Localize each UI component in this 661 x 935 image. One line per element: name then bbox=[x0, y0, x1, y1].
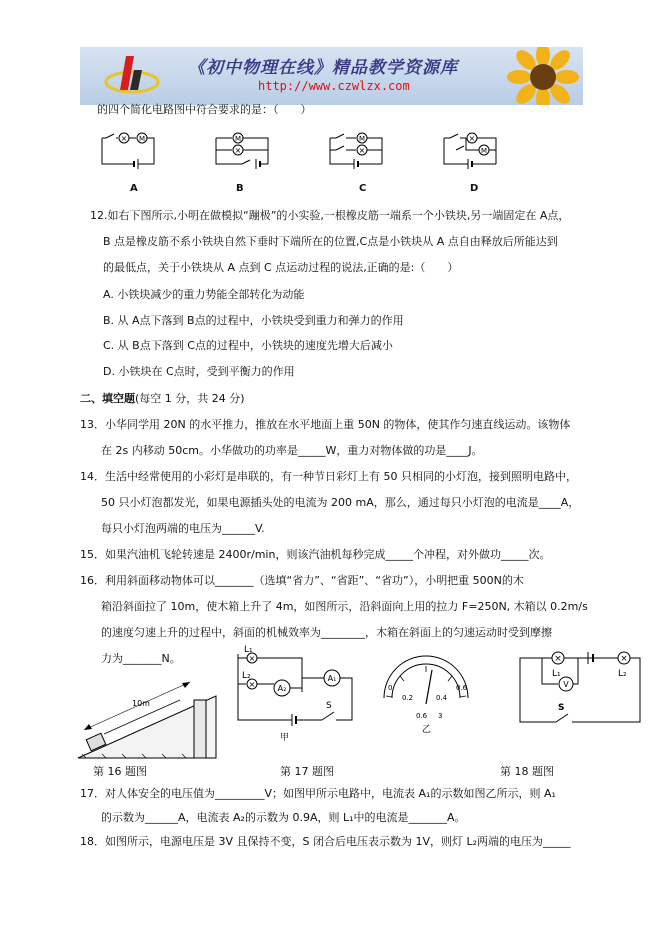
fig17-scale-0: 0 bbox=[388, 684, 393, 692]
q11-option-c: C bbox=[359, 183, 367, 194]
q11-option-a: A bbox=[130, 183, 138, 194]
q11-option-d: D bbox=[470, 183, 479, 194]
q16-line-2: 箱沿斜面拉了 10m，使木箱上升了 4m，如图所示，沿斜面向上用的拉力 F=250N, 木箱以 0.2m/s bbox=[101, 600, 588, 613]
svg-text:M: M bbox=[480, 147, 488, 155]
q13-line-2: 在 2s 内移动 50cm。小华做功的功率是_____W，重力对物体做的功是____J。 bbox=[101, 444, 483, 457]
q13-line-1: 13．小华同学用 20N 的水平推力，推放在水平地面上重 50N 的物体，使其作匀速直线运动。该物体 bbox=[80, 418, 571, 431]
fig17-a1: A₁ bbox=[327, 674, 337, 683]
fig17-term-2: 3 bbox=[438, 712, 443, 720]
svg-text:×: × bbox=[554, 654, 562, 664]
fig18-l2: L₂ bbox=[618, 669, 627, 679]
q11-stem: 的四个简化电路图中符合要求的是：（ ） bbox=[97, 103, 312, 116]
fig18-v: V bbox=[563, 680, 569, 689]
svg-text:×: × bbox=[248, 654, 256, 663]
svg-text:M: M bbox=[234, 135, 242, 143]
q18-line: 18．如图所示，电源电压是 3V 且保持不变，S 闭合后电压表示数为 1V，则灯 L₂两端的电压为_____ bbox=[80, 835, 571, 848]
fig17-a2: A₂ bbox=[277, 684, 287, 693]
section-heading bbox=[80, 392, 245, 406]
fig16-length-label: 10m bbox=[132, 699, 150, 708]
fig17-jia: 甲 bbox=[280, 733, 290, 743]
q11-circuit-d bbox=[440, 130, 500, 170]
fig17-l1: L₁ bbox=[244, 645, 253, 655]
banner-url[interactable]: http://www.czwlzx.com bbox=[258, 79, 410, 93]
fig17-scale-2: 0.4 bbox=[436, 694, 448, 702]
svg-text:×: × bbox=[468, 134, 476, 143]
q17-line-1: 17．对人体安全的电压值为_________V；如图甲所示电路中，电流表 A₁的示数如图乙所示，则 A₁ bbox=[80, 787, 556, 800]
q11-circuit-b bbox=[212, 130, 272, 170]
q14-line-3: 每只小灯泡两端的电压为______V. bbox=[101, 522, 265, 535]
svg-text:×: × bbox=[120, 134, 128, 143]
q12-choice-d: D. 小铁块在 C点时，受到平衡力的作用 bbox=[103, 365, 295, 378]
q16-line-1: 16．利用斜面移动物体可以_______（选填“省力”、“省距”、“省功”），小明把重 500N的木 bbox=[80, 574, 524, 587]
banner-title: 《初中物理在线》精品教学资源库 bbox=[188, 58, 458, 78]
fig18-circuit bbox=[518, 648, 648, 728]
fig17-s: S bbox=[326, 701, 332, 711]
fig18-caption: 第 18 题图 bbox=[500, 765, 554, 778]
fig17-scale-3: 0.6 bbox=[456, 684, 468, 692]
svg-text:×: × bbox=[248, 680, 256, 689]
q12-choice-b: B. 从 A点下落到 B点的过程中，小铁块受到重力和弹力的作用 bbox=[103, 314, 404, 327]
svg-text:×: × bbox=[620, 654, 628, 664]
fig17-scale-1: 0.2 bbox=[402, 694, 414, 702]
svg-text:×: × bbox=[234, 146, 242, 155]
q14-line-1: 14．生活中经常使用的小彩灯是串联的，有一种节日彩灯上有 50 只相同的小灯泡，接到照明电路中， bbox=[80, 470, 577, 483]
q17-line-2: 的示数为______A，电流表 A₂的示数为 0.9A，则 L₁中的电流是_______A。 bbox=[101, 811, 466, 824]
q16-line-4: 力为_______N。 bbox=[101, 652, 181, 665]
q12-line-1: 12.如右下图所示,小明在做模拟“蹦极”的小实验,一根橡皮筋一端系一个小铁块,另一端固定在 A点， bbox=[90, 209, 570, 222]
q11-option-b: B bbox=[236, 183, 244, 194]
fig17-yi: 乙 bbox=[422, 725, 432, 735]
fig17-circuit bbox=[232, 645, 362, 743]
q14-line-2: 50 只小灯泡都发光，如果电源插头处的电流为 200 mA，那么，通过每只小灯泡的电流是____A， bbox=[101, 496, 580, 509]
fig18-s: S bbox=[558, 703, 565, 713]
q12-choice-a: A. 小铁块减少的重力势能全部转化为动能 bbox=[103, 288, 305, 301]
q16-line-3: 的速度匀速上升的过程中，斜面的机械效率为________，木箱在斜面上的匀速运动时受到摩擦 bbox=[101, 626, 552, 639]
fig16-incline bbox=[76, 670, 226, 760]
svg-text:×: × bbox=[358, 146, 366, 155]
sunflower-icon bbox=[503, 47, 583, 105]
q12-choice-c: C. 从 B点下落到 C点的过程中，小铁块的速度先增大后减小 bbox=[103, 339, 393, 352]
section-note: (每空 1 分，共 24 分) bbox=[135, 392, 245, 405]
fig17-term-1: 0.6 bbox=[416, 712, 428, 720]
q12-line-2: B 点是橡皮筋不系小铁块自然下垂时下端所在的位置,C点是小铁块从 A 点自由释放后所能达到 bbox=[103, 235, 558, 248]
fig17-ammeter-dial bbox=[376, 660, 476, 735]
fig16-caption: 第 16 题图 bbox=[93, 765, 147, 778]
svg-text:M: M bbox=[358, 135, 366, 143]
q11-circuit-a bbox=[98, 130, 158, 170]
section-title: 二、填空题 bbox=[80, 392, 135, 405]
fig17-caption: 第 17 题图 bbox=[280, 765, 334, 778]
header-banner bbox=[80, 47, 583, 105]
fig17-l2: L₂ bbox=[242, 671, 251, 681]
logo-icon bbox=[104, 52, 164, 100]
svg-text:M: M bbox=[138, 135, 146, 143]
q11-circuit-c bbox=[326, 130, 386, 170]
q15-line: 15．如果汽油机飞轮转速是 2400r/min，则该汽油机每秒完成_____个冲程，对外做功_____次。 bbox=[80, 548, 551, 561]
q12-line-3: 的最低点，关于小铁块从 A 点到 C 点运动过程的说法,正确的是:（ ） bbox=[103, 261, 459, 274]
fig18-l1: L₁ bbox=[552, 669, 561, 679]
